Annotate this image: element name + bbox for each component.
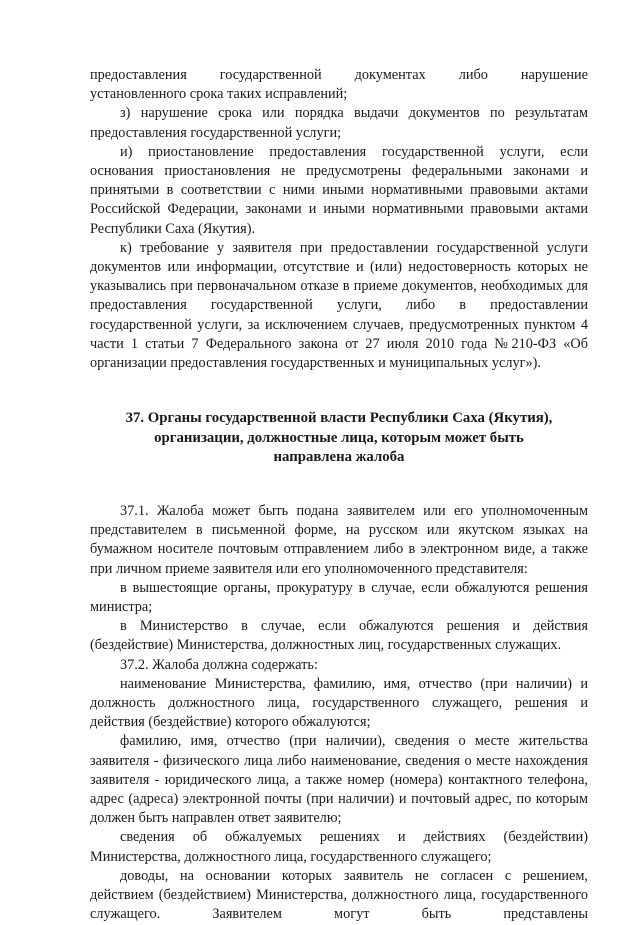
section-heading-line-2: организации, должностные лица, которым может быть	[154, 429, 524, 446]
section-heading-line-3: направлена жалоба	[273, 449, 405, 466]
paragraphs-after	[90, 502, 588, 924]
paragraph-37-2: 37.2. Жалоба должна содержать:	[120, 656, 318, 673]
paragraph-37-2-d: доводы, на основании которых заявитель не согласен с решением, действием (бездействием) Министерства, должностного лица, государственного служащего. Заявителем могут быть представлены	[90, 867, 588, 923]
paragraph-continuation-end: установленного срока таких исправлений;	[90, 86, 348, 103]
paragraph-37-2-a: наименование Министерства, фамилию, имя, отчество (при наличии) и должность должностного лица, государственного служащего, решения и действия (бездействие) которого обжалуются;	[90, 675, 588, 731]
section-heading-line-1: 37. Органы государственной власти Республики Саха (Якутия),	[125, 410, 553, 427]
section-heading	[90, 409, 588, 468]
paragraph-37-2-c: сведения об обжалуемых решениях и действиях (бездействии) Министерства, должностного лица, государственного служащего;	[90, 829, 588, 865]
paragraph-item-i: и) приостановление предоставления государственной услуги, если основания приостановления не предусмотрены федеральными законами и принятыми в соответствии с ними иными нормативными правовыми актами Российской Федерации, законами и иными нормативными правовыми актами Республики Саха (Якутия).	[90, 143, 588, 237]
paragraph-continuation: предоставления государственной документах либо нарушение	[90, 67, 588, 83]
paragraph-37-1-a: в вышестоящие органы, прокуратуру в случае, если обжалуются решения министра;	[90, 579, 588, 616]
paragraph-37-1-b: в Министерство в случае, если обжалуются решения и действия (бездействие) Министерства, должностных лиц, государственных служащих.	[90, 618, 588, 654]
paragraph-item-k: к) требование у заявителя при предоставлении государственной услуги документов или информации, отсутствие и (или) недостоверность которых не указывались при первоначальном отказе в приеме документов, необходимых для предоставления государственной услуги, либо в предоставлении государственной услуги, за исключением случаев, предусмотренных пунктом 4 части 1 статьи 7 Федерального закона от 27 июля 2010 года №210-ФЗ «Об организации предоставления государственных и муниципальных услуг»).	[90, 239, 588, 372]
paragraph-37-2-b: фамилию, имя, отчество (при наличии), сведения о месте жительства заявителя - физического лица либо наименование, сведения о месте нахождения заявителя - юридического лица, а также номер (номера) контактного телефона, адрес (адреса) электронной почты (при наличии) и почтовый адрес, по которым должен быть направлен ответ заявителю;	[90, 733, 588, 827]
paragraphs-before	[90, 66, 588, 373]
paragraph-item-z: з) нарушение срока или порядка выдачи документов по результатам предоставления государственной услуги;	[90, 105, 588, 141]
paragraph-37-1: 37.1. Жалоба может быть подана заявителем или его уполномоченным представителем в письменной форме, на русском или якутском языках на бумажном носителе почтовым отправлением либо в электронном виде, а также при личном приеме заявителя или его уполномоченного представителя:	[90, 503, 588, 577]
